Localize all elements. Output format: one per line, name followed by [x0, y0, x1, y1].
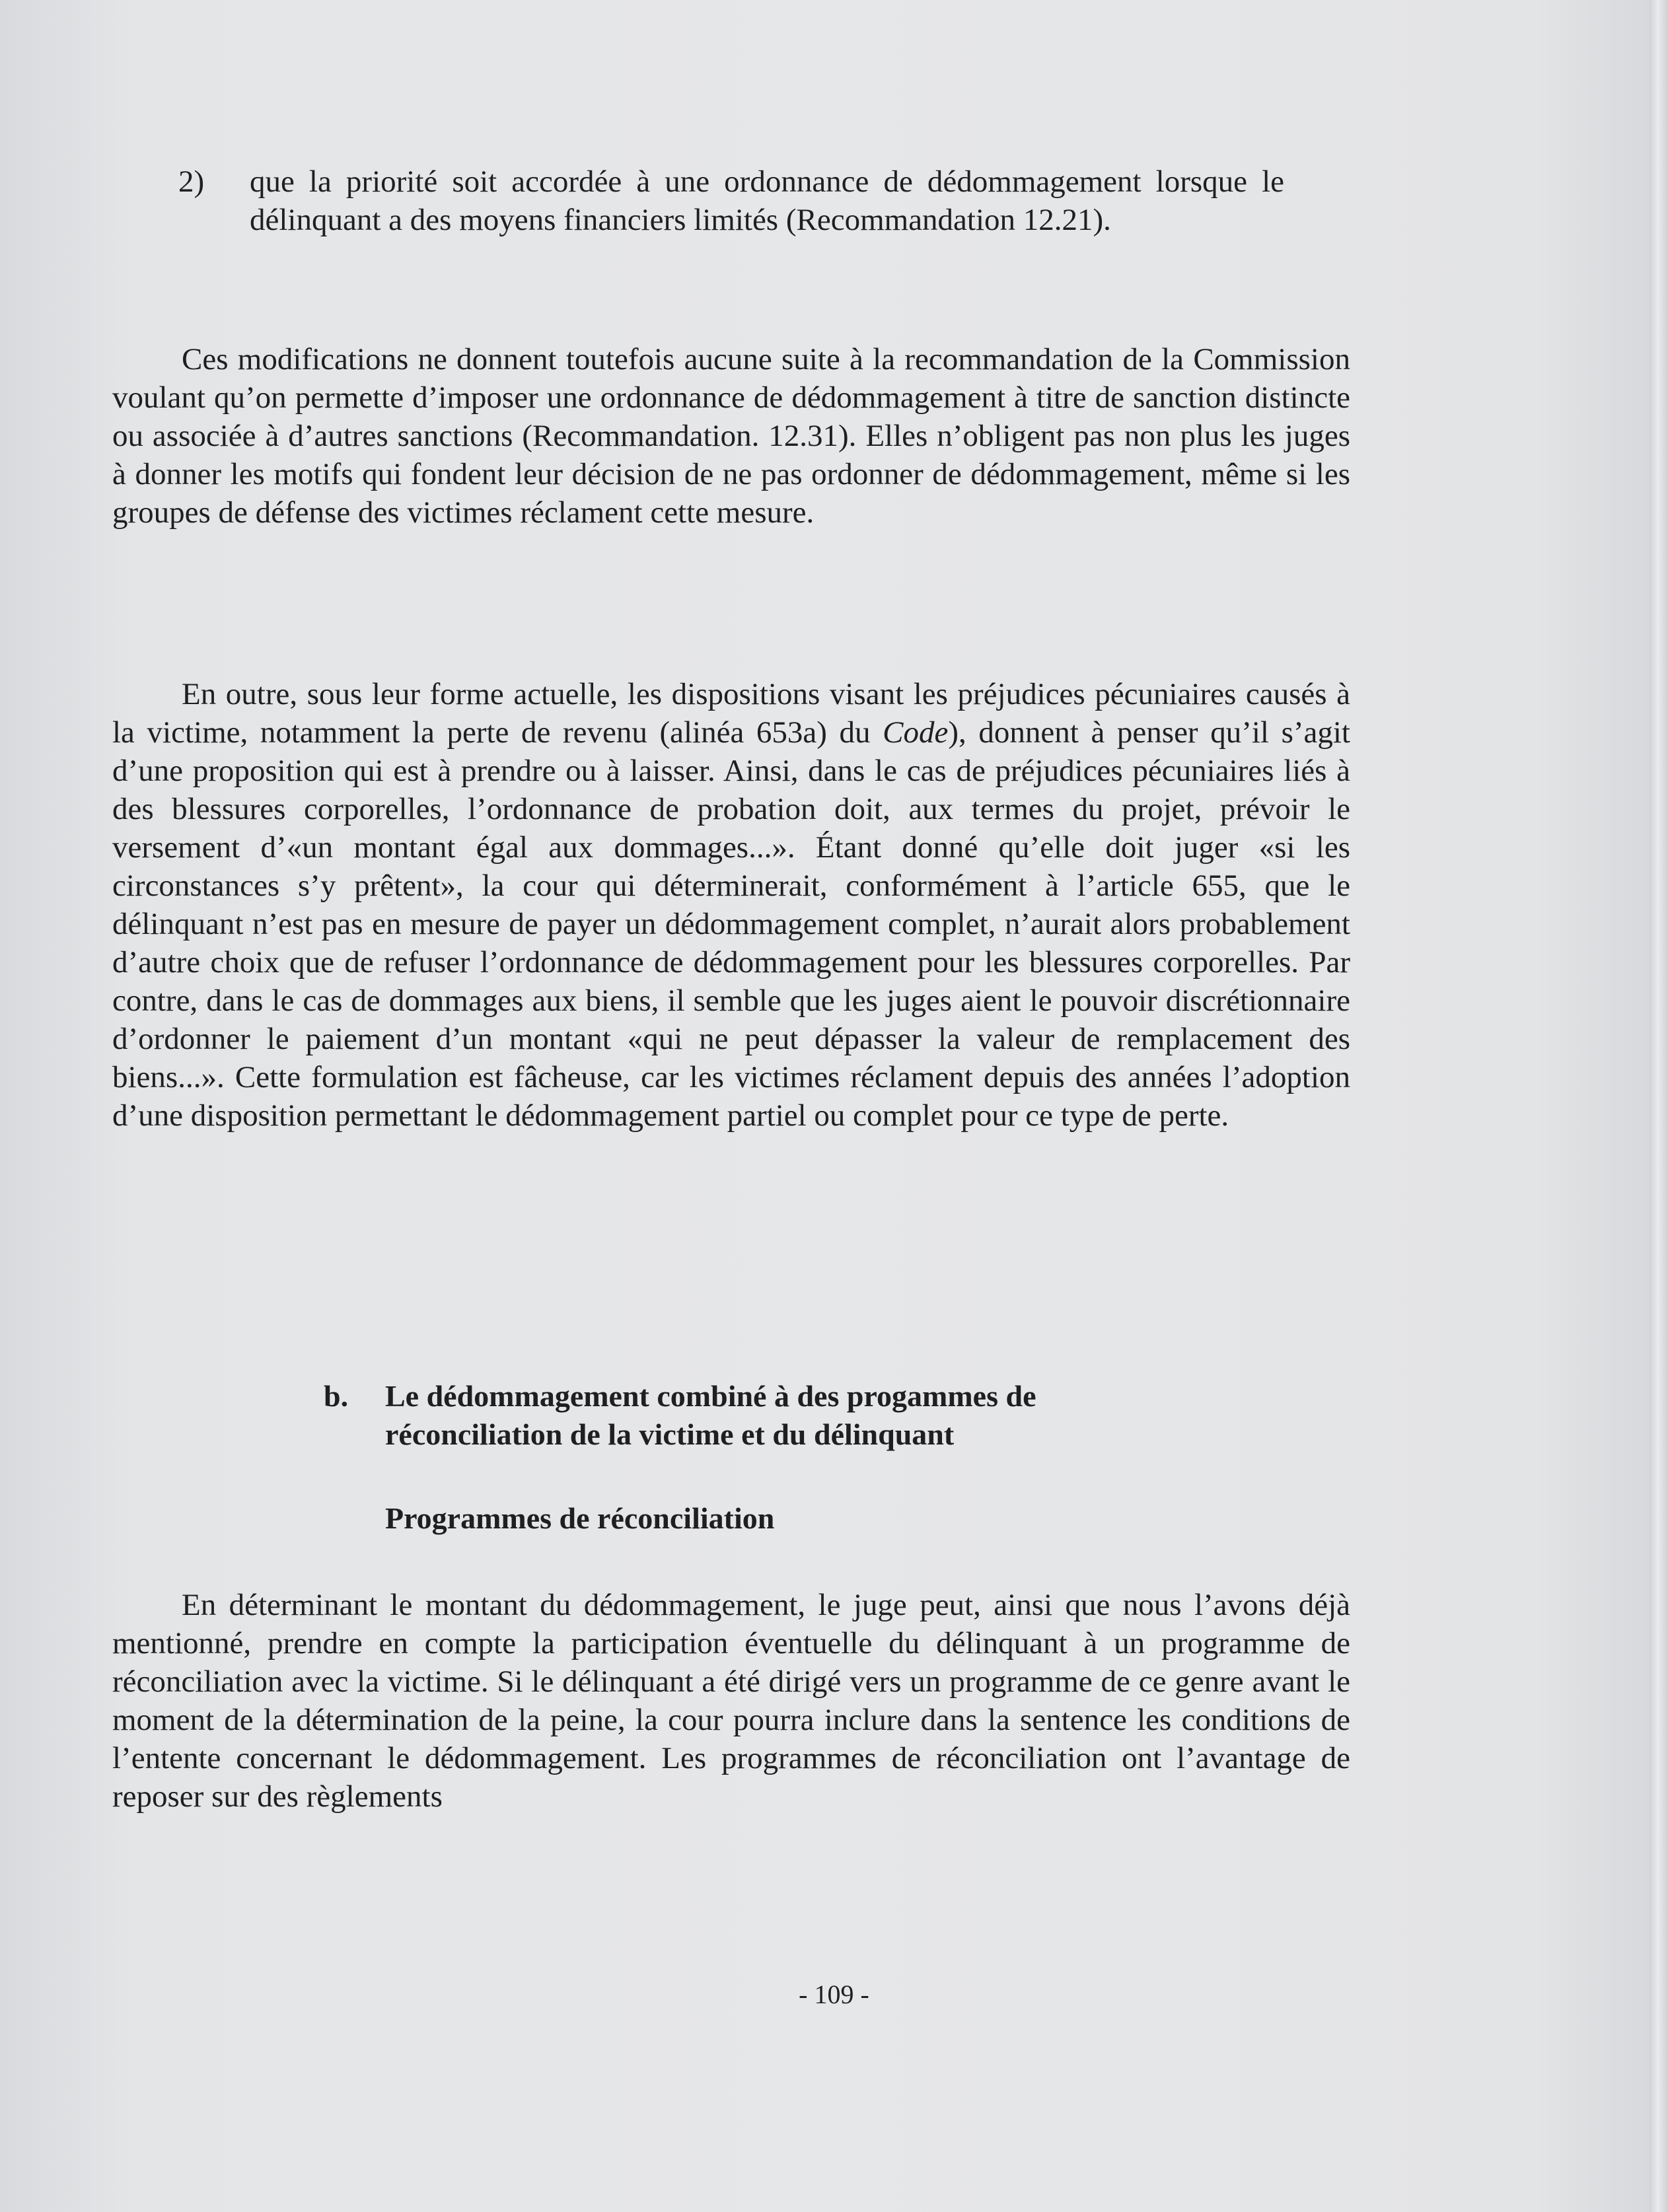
section-title-line-2: réconciliation de la victime et du délinquant [385, 1417, 955, 1451]
paragraph-modifications [112, 340, 1350, 532]
section-letter: b. [324, 1379, 349, 1413]
paragraph-1-text: Ces modifications ne donnent toutefois aucune suite à la recommandation de la Commission voulant qu’on permette d’imposer une ordonnance de dédommagement à titre de sanction distincte ou associée à d’autres sanctions (Recommandation. 12.31). Elles n’obligent pas non plus les juges à donner les motifs qui fondent leur décision de ne pas ordonner de dédommagement, même si les groupes de défense des victimes réclament cette mesure. [112, 342, 1350, 530]
paragraph-2-part-1: En outre, sous leur forme actuelle, les dispositions visant les préjudices pécuniaires causés à la victime, notamment la perte de revenu (alinéa 653a) du [112, 677, 1350, 750]
section-title-line-1: Le dédommagement combiné à des progammes de [385, 1379, 1036, 1413]
section-title [385, 1377, 1182, 1454]
paragraph-2-part-2: ), donnent à penser qu’il s’agit d’une proposition qui est à prendre ou à laisser. Ainsi, dans le cas de préjudices pécuniaires liés à des blessures corporelles, l’ordonnance de probation doit, aux termes du projet, prévoir le versement d’«un montant égal aux dommages...». Étant donné qu’elle doit juger «si les circonstances s’y prêtent», la cour qui déterminerait, conformément à l’article 655, que le délinquant n’est pas en mesure de payer un dédommagement complet, n’aurait alors probablement d’autre choix que de refuser l’ordonnance de dédommagement pour les blessures corporelles. Par contre, dans le cas de dommages aux biens, il semble que les juges aient le pouvoir discrétionnaire d’ordonner le paiement d’un montant «qui ne peut dépasser la valeur de remplacement des biens...». Cette formulation est fâcheuse, car les victimes réclament depuis des années l’adoption d’une disposition permettant le dédommagement partiel ou complet pour ce type de perte. [112, 715, 1350, 1133]
sub-heading: Programmes de réconciliation [385, 1501, 775, 1535]
list-item-number: 2) [178, 164, 205, 199]
page-edge-shadow [1650, 0, 1668, 2212]
section-heading-b [324, 1377, 1182, 1454]
list-item-2 [180, 162, 1284, 239]
paragraph-2-text [112, 675, 1350, 1135]
page-number: - 109 - [799, 1980, 869, 2009]
paragraph-3-text: En déterminant le montant du dédommagement, le juge peut, ainsi que nous l’avons déjà mentionné, prendre en compte la participation éventuelle du délinquant à un programme de réconciliation avec la victime. Si le délinquant a été dirigé vers un programme de ce genre avant le moment de la détermination de la peine, la cour pourra inclure dans la sentence les conditions de l’entente concernant le dédommagement. Les programmes de réconciliation ont l’avantage de reposer sur des règlements [112, 1588, 1350, 1814]
paragraph-prejudices [112, 675, 1350, 1135]
list-item-text: que la priorité soit accordée à une ordonnance de dédommagement lorsque le délinquant a des moyens financiers limités (Recommandation 12.21). [250, 164, 1284, 237]
paragraph-2-code-italic: Code [883, 715, 949, 750]
paragraph-reconciliation [112, 1586, 1350, 1816]
